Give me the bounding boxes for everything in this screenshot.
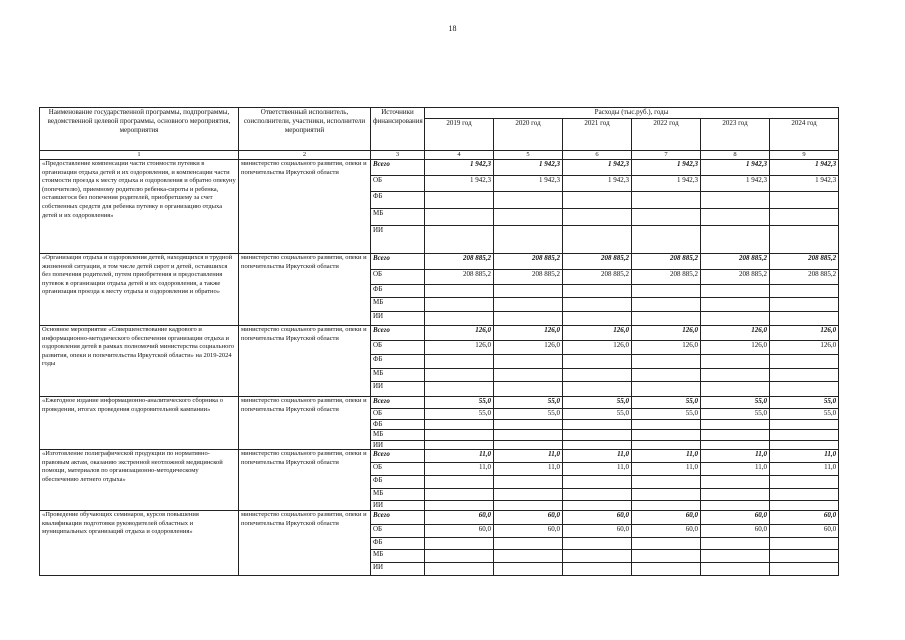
ob-value: 60,0 <box>632 525 701 538</box>
total-value: 55,0 <box>701 397 770 409</box>
source-label: ИИ <box>371 441 425 450</box>
empty-value <box>494 382 563 397</box>
empty-value <box>494 550 563 563</box>
empty-value <box>494 298 563 312</box>
empty-value <box>494 355 563 369</box>
ob-value: 126,0 <box>632 341 701 355</box>
column-number: 6 <box>563 151 632 160</box>
source-label: Всего <box>371 511 425 525</box>
item-total-row <box>40 254 839 270</box>
item-responsible: министерство социального развития, опеки и попечительства Иркутской области <box>239 326 371 397</box>
empty-value <box>425 209 494 226</box>
empty-value <box>770 209 839 226</box>
empty-value <box>425 538 494 550</box>
total-value: 55,0 <box>632 397 701 409</box>
empty-value <box>632 355 701 369</box>
empty-value <box>425 298 494 312</box>
total-value: 1 942,3 <box>770 160 839 176</box>
empty-value <box>632 369 701 382</box>
empty-value <box>770 192 839 209</box>
header-expenses: Расходы (тыс.руб.), годы <box>425 108 839 119</box>
empty-value <box>701 355 770 369</box>
total-value: 126,0 <box>701 326 770 341</box>
source-label: МБ <box>371 430 425 441</box>
item-name: Основное мероприятие «Совершенствование кадрового и информационно-методического обеспечения организации отдыха и оздоровления детей в рамках полномочий министерства социального развития, опеки и попечительства Иркутской области» на 2019-2024 годы <box>40 326 239 397</box>
source-label: ОБ <box>371 341 425 355</box>
total-value: 208 885,2 <box>770 254 839 270</box>
item-responsible: министерство социального развития, опеки и попечительства Иркутской области <box>239 450 371 511</box>
column-number: 4 <box>425 151 494 160</box>
total-value: 55,0 <box>425 397 494 409</box>
header-year: 2024 год <box>770 119 839 151</box>
source-label: ИИ <box>371 226 425 254</box>
total-value: 55,0 <box>494 397 563 409</box>
empty-value <box>494 441 563 450</box>
total-value: 1 942,3 <box>494 160 563 176</box>
empty-value <box>701 226 770 254</box>
ob-value: 126,0 <box>494 341 563 355</box>
source-label: ИИ <box>371 563 425 576</box>
empty-value <box>425 226 494 254</box>
empty-value <box>494 312 563 326</box>
empty-value <box>425 563 494 576</box>
ob-value: 60,0 <box>701 525 770 538</box>
source-label: МБ <box>371 369 425 382</box>
empty-value <box>770 538 839 550</box>
empty-value <box>563 369 632 382</box>
empty-value <box>701 369 770 382</box>
total-value: 126,0 <box>494 326 563 341</box>
column-number: 5 <box>494 151 563 160</box>
empty-value <box>701 441 770 450</box>
empty-value <box>632 285 701 298</box>
empty-value <box>563 298 632 312</box>
empty-value <box>632 538 701 550</box>
empty-value <box>632 441 701 450</box>
total-value: 60,0 <box>632 511 701 525</box>
item-name: «Предоставление компенсации части стоимости путевки в организации отдыха детей и их оздоровления, и компенсации части стоимости проезда к месту отдыха и оздоровления и обратно опекуну (попечителю), приемному родителю ребенка-сироты и ребенка, оставшегося без попечения родителей, приобретшему за счет собственных средств для ребенка путевку в организацию отдыха детей и их оздоровления» <box>40 160 239 254</box>
item-responsible: министерство социального развития, опеки и попечительства Иркутской области <box>239 254 371 326</box>
empty-value <box>563 226 632 254</box>
ob-value: 55,0 <box>563 409 632 420</box>
ob-value: 55,0 <box>425 409 494 420</box>
empty-value <box>632 226 701 254</box>
empty-value <box>770 550 839 563</box>
item-name: «Изготовление полиграфической продукции по нормативно-правовым актам, оказанию экстренной неотложной медицинской помощи, материалов по организационно-методическому обеспечению летнего отдыха» <box>40 450 239 511</box>
source-label: ФБ <box>371 355 425 369</box>
empty-value <box>494 226 563 254</box>
column-number: 9 <box>770 151 839 160</box>
empty-value <box>632 563 701 576</box>
total-value: 55,0 <box>563 397 632 409</box>
column-number: 1 <box>40 151 239 160</box>
total-value: 126,0 <box>632 326 701 341</box>
ob-value: 55,0 <box>632 409 701 420</box>
source-label: Всего <box>371 326 425 341</box>
empty-value <box>563 538 632 550</box>
empty-value <box>494 501 563 511</box>
header-year: 2020 год <box>494 119 563 151</box>
source-label: МБ <box>371 298 425 312</box>
total-value: 1 942,3 <box>425 160 494 176</box>
source-label: ФБ <box>371 192 425 209</box>
empty-value <box>701 209 770 226</box>
empty-value <box>701 489 770 501</box>
empty-value <box>563 489 632 501</box>
empty-value <box>425 192 494 209</box>
empty-value <box>770 441 839 450</box>
empty-value <box>494 476 563 489</box>
ob-value: 1 942,3 <box>632 176 701 192</box>
total-value: 1 942,3 <box>563 160 632 176</box>
empty-value <box>770 430 839 441</box>
item-total-row <box>40 160 839 176</box>
empty-value <box>494 369 563 382</box>
total-value: 60,0 <box>563 511 632 525</box>
empty-value <box>425 501 494 511</box>
empty-value <box>425 430 494 441</box>
empty-value <box>494 538 563 550</box>
source-label: МБ <box>371 489 425 501</box>
item-total-row <box>40 511 839 525</box>
empty-value <box>770 369 839 382</box>
empty-value <box>563 285 632 298</box>
empty-value <box>425 550 494 563</box>
total-value: 55,0 <box>770 397 839 409</box>
ob-value: 60,0 <box>563 525 632 538</box>
empty-value <box>701 420 770 430</box>
empty-value <box>632 209 701 226</box>
source-label: ОБ <box>371 525 425 538</box>
empty-value <box>632 489 701 501</box>
empty-value <box>563 563 632 576</box>
header-year: 2022 год <box>632 119 701 151</box>
source-label: ИИ <box>371 312 425 326</box>
source-label: МБ <box>371 209 425 226</box>
source-label: ИИ <box>371 501 425 511</box>
header-responsible: Ответственный исполнитель, соисполнители, участники, исполнители мероприятий <box>239 108 371 151</box>
empty-value <box>632 430 701 441</box>
column-number: 3 <box>371 151 425 160</box>
header-year: 2019 год <box>425 119 494 151</box>
empty-value <box>770 563 839 576</box>
ob-value: 126,0 <box>701 341 770 355</box>
total-value: 126,0 <box>563 326 632 341</box>
ob-value: 55,0 <box>494 409 563 420</box>
source-label: ФБ <box>371 285 425 298</box>
empty-value <box>770 226 839 254</box>
ob-value: 1 942,3 <box>494 176 563 192</box>
source-label: МБ <box>371 550 425 563</box>
ob-value: 11,0 <box>701 463 770 476</box>
budget-table <box>39 107 839 576</box>
empty-value <box>425 420 494 430</box>
empty-value <box>701 192 770 209</box>
ob-value: 55,0 <box>770 409 839 420</box>
ob-value: 208 885,2 <box>425 270 494 285</box>
ob-value: 208 885,2 <box>770 270 839 285</box>
total-value: 208 885,2 <box>701 254 770 270</box>
empty-value <box>494 209 563 226</box>
page-number: 18 <box>448 24 457 33</box>
empty-value <box>701 298 770 312</box>
empty-value <box>563 192 632 209</box>
empty-value <box>494 420 563 430</box>
total-value: 11,0 <box>563 450 632 463</box>
empty-value <box>494 430 563 441</box>
total-value: 208 885,2 <box>632 254 701 270</box>
empty-value <box>701 430 770 441</box>
empty-value <box>563 312 632 326</box>
ob-value: 208 885,2 <box>494 270 563 285</box>
empty-value <box>563 355 632 369</box>
empty-value <box>494 285 563 298</box>
empty-value <box>632 382 701 397</box>
empty-value <box>701 501 770 511</box>
empty-value <box>563 501 632 511</box>
empty-value <box>632 476 701 489</box>
empty-value <box>632 298 701 312</box>
empty-value <box>494 563 563 576</box>
total-value: 60,0 <box>425 511 494 525</box>
column-number: 7 <box>632 151 701 160</box>
empty-value <box>425 489 494 501</box>
empty-value <box>770 355 839 369</box>
empty-value <box>770 489 839 501</box>
empty-value <box>563 476 632 489</box>
empty-value <box>770 476 839 489</box>
empty-value <box>425 312 494 326</box>
ob-value: 60,0 <box>425 525 494 538</box>
empty-value <box>425 476 494 489</box>
empty-value <box>701 285 770 298</box>
ob-value: 60,0 <box>770 525 839 538</box>
empty-value <box>563 420 632 430</box>
source-label: Всего <box>371 397 425 409</box>
empty-value <box>632 550 701 563</box>
empty-value <box>770 312 839 326</box>
ob-value: 208 885,2 <box>701 270 770 285</box>
empty-value <box>701 538 770 550</box>
source-label: ИИ <box>371 382 425 397</box>
empty-value <box>632 312 701 326</box>
item-name: «Организация отдыха и оздоровления детей, находящихся в трудной жизненной ситуации, в том числе детей сирот и детей, оставшихся без попечения родителей, путем приобретения и предоставления путевок в организации отдыха детей и их оздоровления, а также организация проезда к месту отдыха и оздоровления и обратно» <box>40 254 239 326</box>
empty-value <box>770 501 839 511</box>
source-label: ОБ <box>371 176 425 192</box>
ob-value: 126,0 <box>563 341 632 355</box>
empty-value <box>701 563 770 576</box>
item-responsible: министерство социального развития, опеки и попечительства Иркутской области <box>239 160 371 254</box>
empty-value <box>425 355 494 369</box>
ob-value: 1 942,3 <box>701 176 770 192</box>
empty-value <box>425 369 494 382</box>
ob-value: 60,0 <box>494 525 563 538</box>
ob-value: 208 885,2 <box>632 270 701 285</box>
ob-value: 126,0 <box>425 341 494 355</box>
source-label: ФБ <box>371 420 425 430</box>
source-label: Всего <box>371 254 425 270</box>
column-number: 2 <box>239 151 371 160</box>
item-total-row <box>40 397 839 409</box>
source-label: ФБ <box>371 538 425 550</box>
empty-value <box>563 209 632 226</box>
total-value: 11,0 <box>425 450 494 463</box>
ob-value: 1 942,3 <box>770 176 839 192</box>
total-value: 208 885,2 <box>563 254 632 270</box>
empty-value <box>701 382 770 397</box>
total-value: 1 942,3 <box>632 160 701 176</box>
empty-value <box>494 489 563 501</box>
header-year: 2023 год <box>701 119 770 151</box>
source-label: ОБ <box>371 463 425 476</box>
total-value: 11,0 <box>770 450 839 463</box>
ob-value: 11,0 <box>563 463 632 476</box>
empty-value <box>563 550 632 563</box>
source-label: ОБ <box>371 409 425 420</box>
total-value: 11,0 <box>701 450 770 463</box>
ob-value: 11,0 <box>770 463 839 476</box>
source-label: ОБ <box>371 270 425 285</box>
empty-value <box>563 382 632 397</box>
empty-value <box>425 382 494 397</box>
empty-value <box>425 441 494 450</box>
empty-value <box>701 476 770 489</box>
empty-value <box>770 298 839 312</box>
item-total-row <box>40 326 839 341</box>
ob-value: 11,0 <box>632 463 701 476</box>
total-value: 60,0 <box>770 511 839 525</box>
total-value: 126,0 <box>425 326 494 341</box>
total-value: 60,0 <box>701 511 770 525</box>
source-label: ФБ <box>371 476 425 489</box>
ob-value: 11,0 <box>425 463 494 476</box>
empty-value <box>770 382 839 397</box>
total-value: 11,0 <box>632 450 701 463</box>
total-value: 1 942,3 <box>701 160 770 176</box>
total-value: 208 885,2 <box>425 254 494 270</box>
empty-value <box>425 285 494 298</box>
empty-value <box>563 441 632 450</box>
empty-value <box>701 550 770 563</box>
empty-value <box>632 192 701 209</box>
empty-value <box>632 501 701 511</box>
item-responsible: министерство социального развития, опеки и попечительства Иркутской области <box>239 397 371 450</box>
item-total-row <box>40 450 839 463</box>
table-body <box>40 160 839 576</box>
ob-value: 11,0 <box>494 463 563 476</box>
ob-value: 1 942,3 <box>563 176 632 192</box>
column-number: 8 <box>701 151 770 160</box>
item-responsible: министерство социального развития, опеки и попечительства Иркутской области <box>239 511 371 576</box>
header-sources: Источники финансирования <box>371 108 425 151</box>
source-label: Всего <box>371 160 425 176</box>
ob-value: 1 942,3 <box>425 176 494 192</box>
empty-value <box>770 420 839 430</box>
total-value: 60,0 <box>494 511 563 525</box>
empty-value <box>632 420 701 430</box>
item-name: «Проведение обучающих семинаров, курсов повышения квалификации подготовки руководителей областных и муниципальных организаций отдыха и оздоровления» <box>40 511 239 576</box>
ob-value: 208 885,2 <box>563 270 632 285</box>
total-value: 11,0 <box>494 450 563 463</box>
header-year: 2021 год <box>563 119 632 151</box>
item-name: «Ежегодное издание информационно-аналитического сборника о проведении, итогах проведения оздоровительной кампании» <box>40 397 239 450</box>
ob-value: 126,0 <box>770 341 839 355</box>
empty-value <box>770 285 839 298</box>
ob-value: 55,0 <box>701 409 770 420</box>
source-label: Всего <box>371 450 425 463</box>
empty-value <box>494 192 563 209</box>
total-value: 208 885,2 <box>494 254 563 270</box>
empty-value <box>701 312 770 326</box>
empty-value <box>563 430 632 441</box>
header-name: Наименование государственной программы, подпрограммы, ведомственной целевой программы, основного мероприятия, мероприятия <box>40 108 239 151</box>
total-value: 126,0 <box>770 326 839 341</box>
